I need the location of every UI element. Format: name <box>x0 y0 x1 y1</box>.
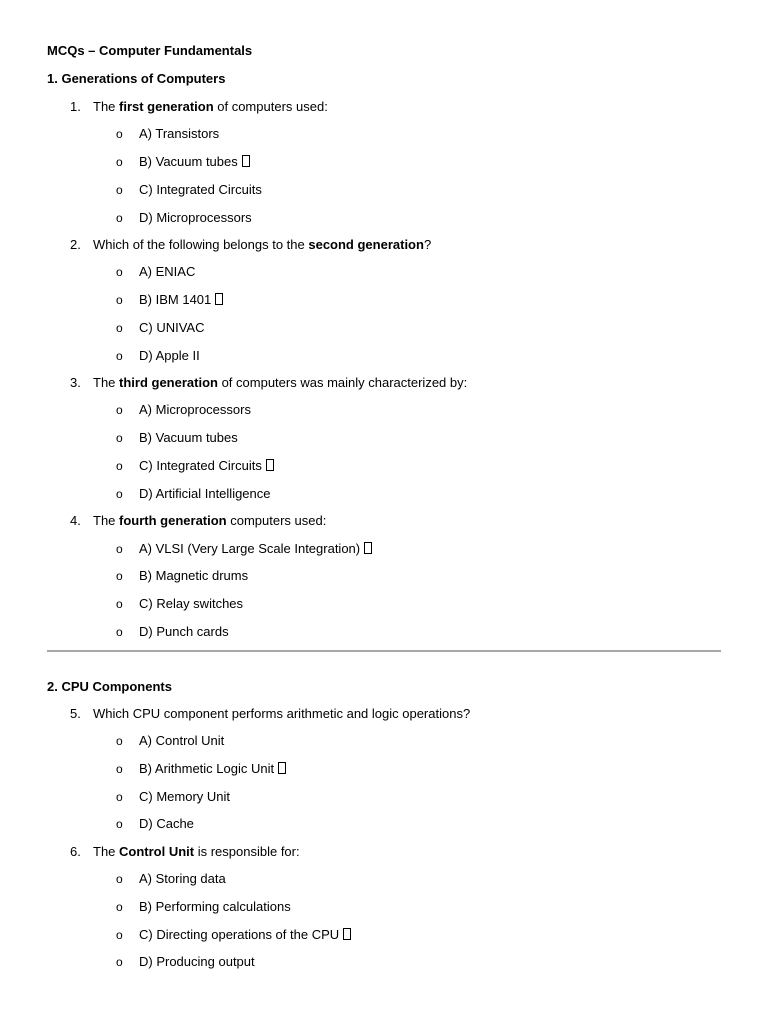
option-text: B) Arithmetic Logic Unit <box>139 761 286 777</box>
option-bullet: o <box>116 542 123 556</box>
option-bullet: o <box>116 155 123 169</box>
option-text: D) Artificial Intelligence <box>139 486 271 501</box>
option-text: B) Performing calculations <box>139 899 291 914</box>
option-bullet: o <box>116 597 123 611</box>
horizontal-rule <box>47 650 721 652</box>
option-bullet: o <box>116 487 123 501</box>
document-title: MCQs – Computer Fundamentals <box>47 43 253 58</box>
option-bullet: o <box>116 569 123 583</box>
section-heading-cpu-components: 2. CPU Components <box>47 679 172 694</box>
question-number: 6. <box>70 844 81 859</box>
option-text: C) Relay switches <box>139 596 244 611</box>
correct-answer-box-icon <box>278 762 286 774</box>
option-bullet: o <box>116 293 123 307</box>
option-bullet: o <box>116 900 123 914</box>
option-text: B) IBM 1401 <box>139 292 223 308</box>
option-text: A) VLSI (Very Large Scale Integration) <box>139 541 372 557</box>
option-bullet: o <box>116 321 123 335</box>
option-bullet: o <box>116 625 123 639</box>
question-number: 5. <box>70 706 81 721</box>
question-text: The first generation of computers used: <box>93 99 328 114</box>
option-text: D) Cache <box>139 816 194 831</box>
option-bullet: o <box>116 211 123 225</box>
option-bullet: o <box>116 403 123 417</box>
correct-answer-box-icon <box>364 542 372 554</box>
option-bullet: o <box>116 734 123 748</box>
question-number: 4. <box>70 513 81 528</box>
option-text: A) Microprocessors <box>139 402 251 417</box>
option-text: A) Control Unit <box>139 733 225 748</box>
option-bullet: o <box>116 459 123 473</box>
option-text: C) Integrated Circuits <box>139 182 262 197</box>
correct-answer-box-icon <box>343 928 351 940</box>
option-text: C) Integrated Circuits <box>139 458 274 474</box>
correct-answer-box-icon <box>242 155 250 167</box>
option-bullet: o <box>116 349 123 363</box>
question-number: 2. <box>70 237 81 252</box>
option-bullet: o <box>116 431 123 445</box>
section-heading-generations: 1. Generations of Computers <box>47 71 226 86</box>
question-text: The Control Unit is responsible for: <box>93 844 300 859</box>
question-number: 3. <box>70 375 81 390</box>
option-text: B) Vacuum tubes <box>139 154 250 170</box>
option-text: C) Directing operations of the CPU <box>139 927 351 943</box>
correct-answer-box-icon <box>266 459 274 471</box>
option-bullet: o <box>116 790 123 804</box>
option-bullet: o <box>116 762 123 776</box>
option-bullet: o <box>116 872 123 886</box>
correct-answer-box-icon <box>215 293 223 305</box>
question-text: The fourth generation computers used: <box>93 513 327 528</box>
option-bullet: o <box>116 955 123 969</box>
option-text: A) Transistors <box>139 126 220 141</box>
option-text: D) Microprocessors <box>139 210 252 225</box>
option-text: C) Memory Unit <box>139 789 231 804</box>
option-text: B) Magnetic drums <box>139 568 249 583</box>
option-bullet: o <box>116 265 123 279</box>
question-text: Which CPU component performs arithmetic and logic operations? <box>93 706 471 721</box>
option-text: B) Vacuum tubes <box>139 430 238 445</box>
question-number: 1. <box>70 99 81 114</box>
question-text: Which of the following belongs to the second generation? <box>93 237 432 252</box>
option-text: C) UNIVAC <box>139 320 205 335</box>
option-bullet: o <box>116 127 123 141</box>
option-bullet: o <box>116 928 123 942</box>
option-text: A) Storing data <box>139 871 226 886</box>
option-bullet: o <box>116 183 123 197</box>
option-text: D) Punch cards <box>139 624 229 639</box>
option-text: D) Producing output <box>139 954 255 969</box>
option-text: D) Apple II <box>139 348 200 363</box>
option-bullet: o <box>116 817 123 831</box>
option-text: A) ENIAC <box>139 264 196 279</box>
question-text: The third generation of computers was mainly characterized by: <box>93 375 468 390</box>
